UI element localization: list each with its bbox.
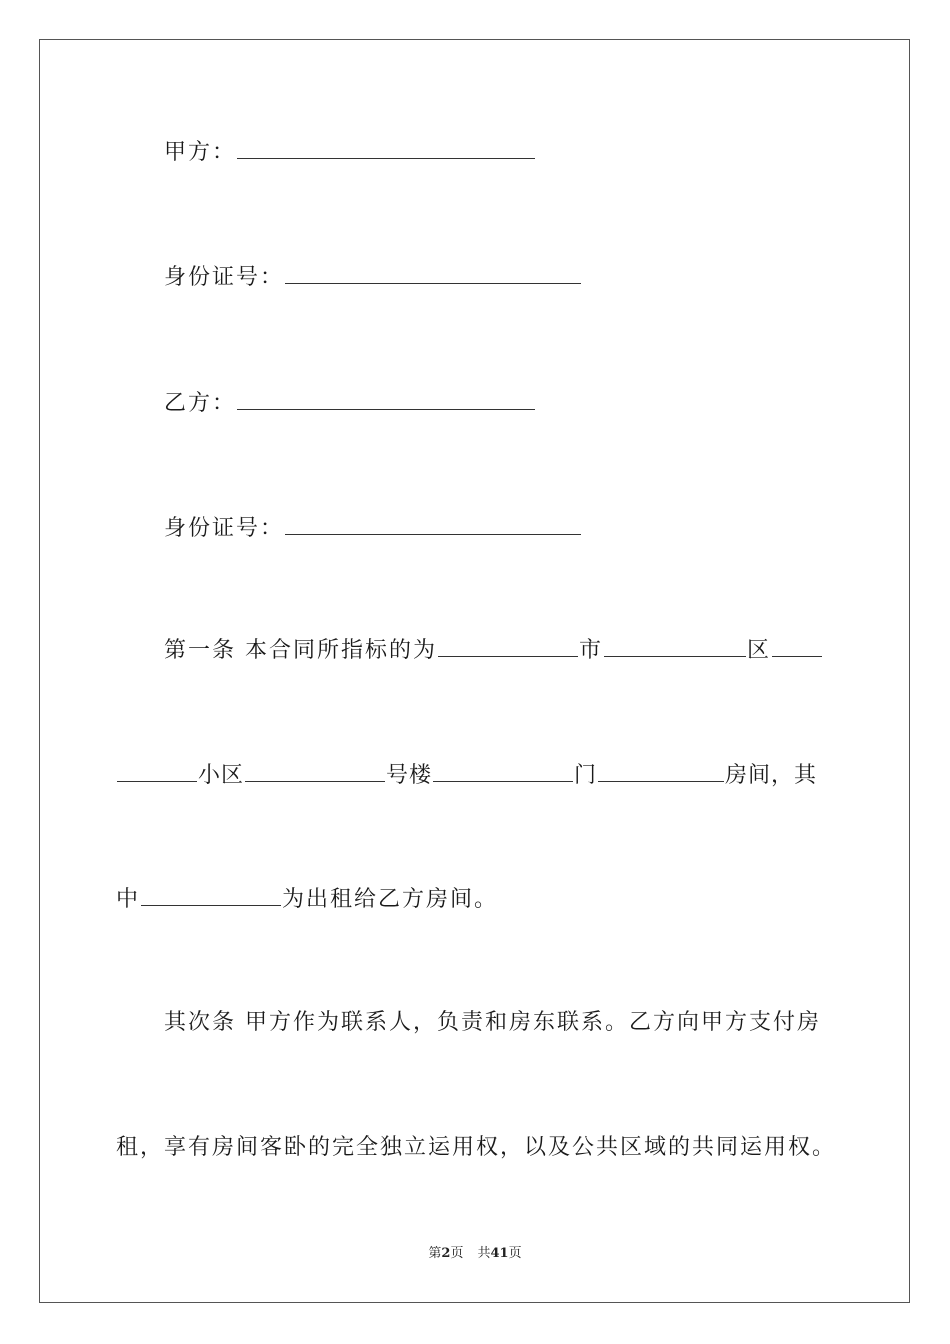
- article1-line2: [116, 759, 817, 791]
- page-footer: [0, 1245, 950, 1263]
- community-suffix: 小区: [198, 763, 245, 788]
- street-blank-start[interactable]: [772, 634, 822, 657]
- article1-line3-suffix: 为出租给乙方房间。: [282, 887, 499, 912]
- building-suffix: 号楼: [386, 763, 433, 788]
- party-b-blank[interactable]: [237, 387, 535, 410]
- article1-prefix: 第一条 本合同所指标的为: [164, 638, 437, 663]
- party-b-id-line: [164, 512, 582, 544]
- page-frame: [39, 39, 910, 1303]
- party-a-blank[interactable]: [237, 136, 535, 159]
- footer-total-unit: 页: [508, 1246, 522, 1261]
- article1-line1: [164, 634, 823, 666]
- party-b-id-blank[interactable]: [285, 512, 581, 535]
- party-b-line: [164, 387, 536, 419]
- footer-total-prefix: 共: [477, 1246, 491, 1261]
- party-a-id-label: 身份证号：: [164, 265, 285, 290]
- article1-line3-prefix: 中: [116, 887, 141, 912]
- footer-total-pages: 41: [490, 1246, 509, 1261]
- party-b-label: 乙方：: [164, 391, 237, 416]
- door-blank[interactable]: [598, 759, 724, 782]
- building-blank[interactable]: [433, 759, 573, 782]
- party-b-id-label: 身份证号：: [164, 516, 285, 541]
- party-a-id-blank[interactable]: [285, 261, 581, 284]
- footer-page-unit: 页: [450, 1246, 464, 1261]
- district-blank[interactable]: [604, 634, 746, 657]
- party-a-label: 甲方：: [164, 140, 237, 165]
- city-blank[interactable]: [438, 634, 578, 657]
- article2-line1: 其次条 甲方作为联系人，负责和房东联系。乙方向甲方支付房: [164, 1010, 821, 1035]
- street-blank-end[interactable]: [117, 759, 197, 782]
- door-suffix: 门: [574, 763, 598, 788]
- article2-line2: 租，享有房间客卧的完全独立运用权，以及公共区域的共同运用权。: [116, 1135, 837, 1160]
- district-suffix: 区: [747, 638, 772, 663]
- rental-room-blank[interactable]: [141, 883, 281, 906]
- party-a-line: [164, 136, 536, 168]
- footer-page-prefix: 第: [428, 1246, 442, 1261]
- article1-line3: [116, 883, 498, 915]
- footer-page-number: 2: [441, 1246, 451, 1261]
- room-suffix: 房间，其: [725, 763, 818, 788]
- party-a-id-line: [164, 261, 582, 293]
- city-suffix: 市: [579, 638, 604, 663]
- community-blank[interactable]: [245, 759, 385, 782]
